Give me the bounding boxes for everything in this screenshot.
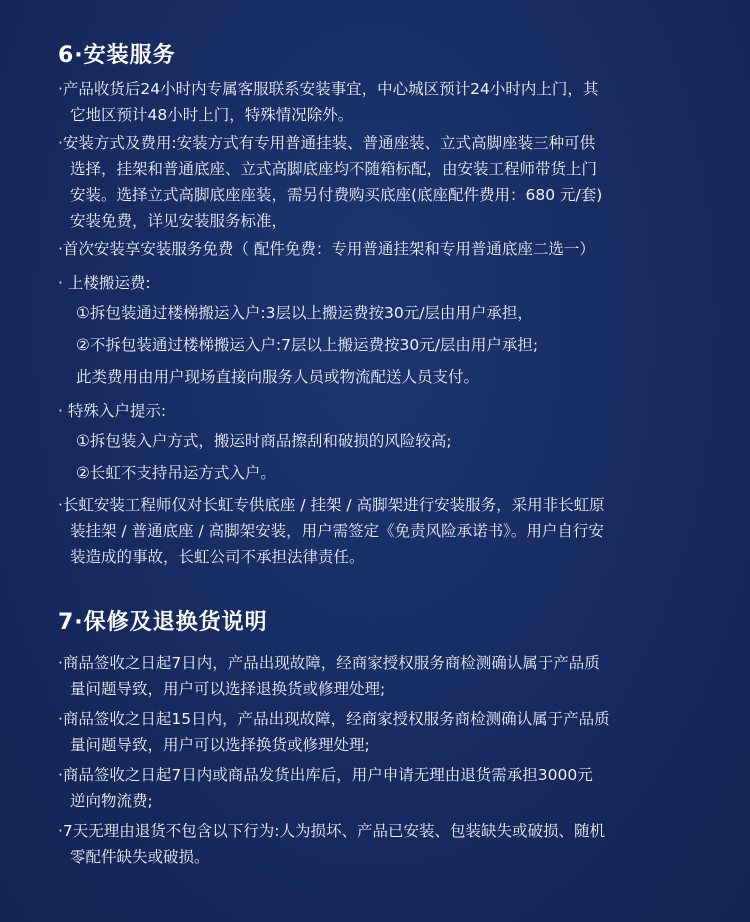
text-line: ①拆包装入户方式，搬运时商品擦刮和破损的风险较高; (76, 432, 452, 450)
first-install-free-paragraph (58, 236, 698, 262)
text-line: 量问题导致，用户可以选择退换货或修理处理; (70, 680, 386, 698)
text-line: 安装免费，详见安装服务标准， (70, 212, 288, 230)
text-line: ②不拆包装通过楼梯搬运入户:7层以上搬运费按30元/层由用户承担; (76, 336, 539, 354)
text-line: 装造成的事故，长虹公司不承担法律责任。 (70, 548, 365, 566)
return-7day-paragraph (58, 650, 698, 702)
install-method-paragraph (58, 130, 698, 234)
text-line: ·长虹安装工程师仅对长虹专供底座 / 挂架 / 高脚架进行安装服务，采用非长虹原 (58, 496, 605, 514)
text-line: ·商品签收之日起7日内或商品发货出库后，用户申请无理由退货需承担3000元 (58, 766, 593, 784)
text-line: ①拆包装通过楼梯搬运入户:3层以上搬运费按30元/层由用户承担， (76, 304, 533, 322)
engineer-scope-paragraph (58, 492, 698, 570)
text-line: ·首次安装享安装服务免费（ 配件免费：专用普通挂架和专用普通底座二选一） (58, 240, 595, 258)
text-line: ·产品收货后24小时内专属客服联系安装事宜，中心城区预计24小时内上门，其 (58, 80, 599, 98)
install-timing-paragraph (58, 76, 698, 128)
text-line: ·商品签收之日起15日内，产品出现故障，经商家授权服务商检测确认属于产品质 (58, 710, 610, 728)
text-line: ·7天无理由退货不包含以下行为:人为损坏、产品已安装、包装缺失或破损、随机 (58, 822, 606, 840)
text-line: 零配件缺失或破损。 (70, 848, 210, 866)
exchange-15day-paragraph (58, 706, 698, 758)
text-line: · 特殊入户提示: (58, 402, 167, 420)
text-line: 量问题导致，用户可以选择换货或修理处理; (70, 736, 370, 754)
text-line: 它地区预计48小时上门，特殊情况除外。 (70, 106, 354, 124)
section-6-title: 6·安装服务 (58, 43, 176, 68)
section-7-title: 7·保修及退换货说明 (58, 610, 268, 635)
text-line: 装挂架 / 普通底座 / 高脚架安装，用户需签定《免责风险承诺书》。用户自行安 (70, 522, 604, 540)
text-line: 此类费用由用户现场直接向服务人员或物流配送人员支付。 (76, 368, 480, 386)
carrying-fee-paragraph (58, 270, 698, 390)
text-line: 选择，挂架和普通底座、立式高脚底座均不随箱标配，由安装工程师带货上门 (70, 160, 598, 178)
text-line: 逆向物流费; (70, 792, 153, 810)
text-line: ②长虹不支持吊运方式入户。 (76, 464, 276, 482)
special-entry-tips-paragraph (58, 398, 698, 486)
text-line: 安装。选择立式高脚底座座装，需另付费购买底座(底座配件费用：680 元/套) (70, 186, 603, 204)
text-line: ·商品签收之日起7日内，产品出现故障，经商家授权服务商检测确认属于产品质 (58, 654, 600, 672)
no-reason-return-exclusions-paragraph (58, 818, 698, 870)
reverse-logistics-fee-paragraph (58, 762, 698, 814)
text-line: · 上楼搬运费: (58, 274, 151, 292)
text-line: ·安装方式及费用:安装方式有专用普通挂装、普通座装、立式高脚座装三种可供 (58, 134, 596, 152)
